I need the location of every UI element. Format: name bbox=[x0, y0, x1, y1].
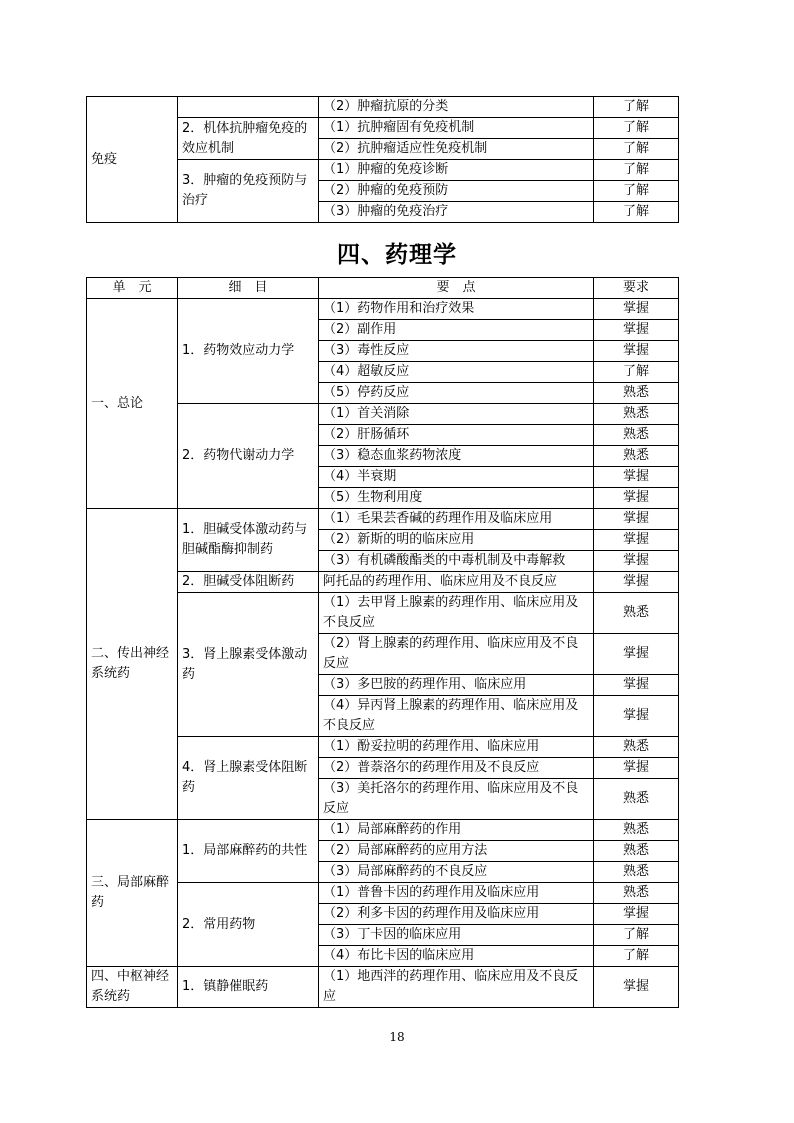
subitem-cell: 1．胆碱受体激动药与胆碱酯酶抑制药 bbox=[178, 509, 319, 572]
point-cell: （1）酚妥拉明的药理作用、临床应用 bbox=[319, 737, 594, 758]
header-point: 要 点 bbox=[319, 278, 594, 299]
requirement-cell: 熟悉 bbox=[594, 820, 679, 841]
point-cell: （1）药物作用和治疗效果 bbox=[319, 299, 594, 320]
point-cell: （2）肿瘤抗原的分类 bbox=[319, 97, 594, 118]
requirement-cell: 了解 bbox=[594, 925, 679, 946]
requirement-cell: 掌握 bbox=[594, 320, 679, 341]
point-cell: （2）副作用 bbox=[319, 320, 594, 341]
point-cell: （1）局部麻醉药的作用 bbox=[319, 820, 594, 841]
requirement-cell: 掌握 bbox=[594, 341, 679, 362]
table-row bbox=[87, 97, 679, 118]
subitem-cell: 1．镇静催眠药 bbox=[178, 967, 319, 1008]
subitem-cell: 1．局部麻醉药的共性 bbox=[178, 820, 319, 883]
table-row bbox=[87, 509, 679, 530]
top-table bbox=[86, 96, 679, 223]
subitem-cell: 1．药物效应动力学 bbox=[178, 299, 319, 404]
point-cell: （2）抗肿瘤适应性免疫机制 bbox=[319, 139, 594, 160]
requirement-cell: 了解 bbox=[594, 97, 679, 118]
requirement-cell: 了解 bbox=[594, 946, 679, 967]
requirement-cell: 了解 bbox=[594, 202, 679, 223]
subitem-cell: 4．肾上腺素受体阻断药 bbox=[178, 737, 319, 820]
point-cell: （3）局部麻醉药的不良反应 bbox=[319, 862, 594, 883]
requirement-cell: 熟悉 bbox=[594, 883, 679, 904]
point-cell: （1）普鲁卡因的药理作用及临床应用 bbox=[319, 883, 594, 904]
subitem-cell: 3．肿瘤的免疫预防与治疗 bbox=[178, 160, 319, 223]
point-cell: 阿托品的药理作用、临床应用及不良反应 bbox=[319, 572, 594, 593]
requirement-cell: 熟悉 bbox=[594, 841, 679, 862]
requirement-cell: 掌握 bbox=[594, 904, 679, 925]
requirement-cell: 掌握 bbox=[594, 551, 679, 572]
unit-cell: 二、传出神经系统药 bbox=[87, 509, 178, 820]
point-cell: （3）稳态血浆药物浓度 bbox=[319, 446, 594, 467]
pharmacology-table bbox=[86, 277, 679, 1008]
table-row bbox=[87, 820, 679, 841]
table-row bbox=[87, 299, 679, 320]
subitem-cell: 3．肾上腺素受体激动药 bbox=[178, 593, 319, 737]
subitem-cell bbox=[178, 97, 319, 118]
requirement-cell: 熟悉 bbox=[594, 779, 679, 820]
point-cell: （2）普萘洛尔的药理作用及不良反应 bbox=[319, 758, 594, 779]
header-row bbox=[87, 278, 679, 299]
unit-cell: 四、中枢神经系统药 bbox=[87, 967, 178, 1008]
point-cell: （4）布比卡因的临床应用 bbox=[319, 946, 594, 967]
requirement-cell: 掌握 bbox=[594, 696, 679, 737]
point-cell: （4）异丙肾上腺素的药理作用、临床应用及不良反应 bbox=[319, 696, 594, 737]
point-cell: （2）肿瘤的免疫预防 bbox=[319, 181, 594, 202]
point-cell: （5）生物利用度 bbox=[319, 488, 594, 509]
point-cell: （1）去甲肾上腺素的药理作用、临床应用及不良反应 bbox=[319, 593, 594, 634]
requirement-cell: 了解 bbox=[594, 139, 679, 160]
section-title: 四、药理学 bbox=[337, 241, 457, 268]
point-cell: （2）局部麻醉药的应用方法 bbox=[319, 841, 594, 862]
point-cell: （2）肝肠循环 bbox=[319, 425, 594, 446]
requirement-cell: 熟悉 bbox=[594, 593, 679, 634]
requirement-cell: 掌握 bbox=[594, 675, 679, 696]
requirement-cell: 掌握 bbox=[594, 572, 679, 593]
page-number: 18 bbox=[389, 1030, 405, 1044]
point-cell: （3）毒性反应 bbox=[319, 341, 594, 362]
table-row bbox=[87, 967, 679, 1008]
requirement-cell: 熟悉 bbox=[594, 737, 679, 758]
unit-cell: 三、局部麻醉药 bbox=[87, 820, 178, 967]
requirement-cell: 掌握 bbox=[594, 967, 679, 1008]
requirement-cell: 掌握 bbox=[594, 299, 679, 320]
point-cell: （2）新斯的明的临床应用 bbox=[319, 530, 594, 551]
requirement-cell: 了解 bbox=[594, 362, 679, 383]
point-cell: （3）有机磷酸酯类的中毒机制及中毒解救 bbox=[319, 551, 594, 572]
point-cell: （1）地西泮的药理作用、临床应用及不良反应 bbox=[319, 967, 594, 1008]
point-cell: （1）毛果芸香碱的药理作用及临床应用 bbox=[319, 509, 594, 530]
requirement-cell: 了解 bbox=[594, 160, 679, 181]
point-cell: （3）肿瘤的免疫治疗 bbox=[319, 202, 594, 223]
header-unit: 单 元 bbox=[87, 278, 178, 299]
point-cell: （4）超敏反应 bbox=[319, 362, 594, 383]
point-cell: （2）利多卡因的药理作用及临床应用 bbox=[319, 904, 594, 925]
point-cell: （3）多巴胺的药理作用、临床应用 bbox=[319, 675, 594, 696]
point-cell: （1）首关消除 bbox=[319, 404, 594, 425]
header-sub: 细 目 bbox=[178, 278, 319, 299]
requirement-cell: 熟悉 bbox=[594, 404, 679, 425]
subitem-cell: 2．药物代谢动力学 bbox=[178, 404, 319, 509]
requirement-cell: 熟悉 bbox=[594, 425, 679, 446]
point-cell: （3）丁卡因的临床应用 bbox=[319, 925, 594, 946]
requirement-cell: 熟悉 bbox=[594, 383, 679, 404]
point-cell: （4）半衰期 bbox=[319, 467, 594, 488]
requirement-cell: 掌握 bbox=[594, 530, 679, 551]
requirement-cell: 掌握 bbox=[594, 488, 679, 509]
subitem-cell: 2．胆碱受体阻断药 bbox=[178, 572, 319, 593]
unit-cell: 免疫 bbox=[87, 97, 178, 223]
requirement-cell: 掌握 bbox=[594, 634, 679, 675]
requirement-cell: 了解 bbox=[594, 181, 679, 202]
requirement-cell: 掌握 bbox=[594, 467, 679, 488]
unit-cell: 一、总论 bbox=[87, 299, 178, 509]
point-cell: （5）停药反应 bbox=[319, 383, 594, 404]
header-req: 要求 bbox=[594, 278, 679, 299]
point-cell: （3）美托洛尔的药理作用、临床应用及不良反应 bbox=[319, 779, 594, 820]
point-cell: （2）肾上腺素的药理作用、临床应用及不良反应 bbox=[319, 634, 594, 675]
requirement-cell: 熟悉 bbox=[594, 862, 679, 883]
point-cell: （1）抗肿瘤固有免疫机制 bbox=[319, 118, 594, 139]
subitem-cell: 2．常用药物 bbox=[178, 883, 319, 967]
requirement-cell: 掌握 bbox=[594, 758, 679, 779]
point-cell: （1）肿瘤的免疫诊断 bbox=[319, 160, 594, 181]
requirement-cell: 了解 bbox=[594, 118, 679, 139]
requirement-cell: 熟悉 bbox=[594, 446, 679, 467]
subitem-cell: 2．机体抗肿瘤免疫的效应机制 bbox=[178, 118, 319, 160]
requirement-cell: 掌握 bbox=[594, 509, 679, 530]
